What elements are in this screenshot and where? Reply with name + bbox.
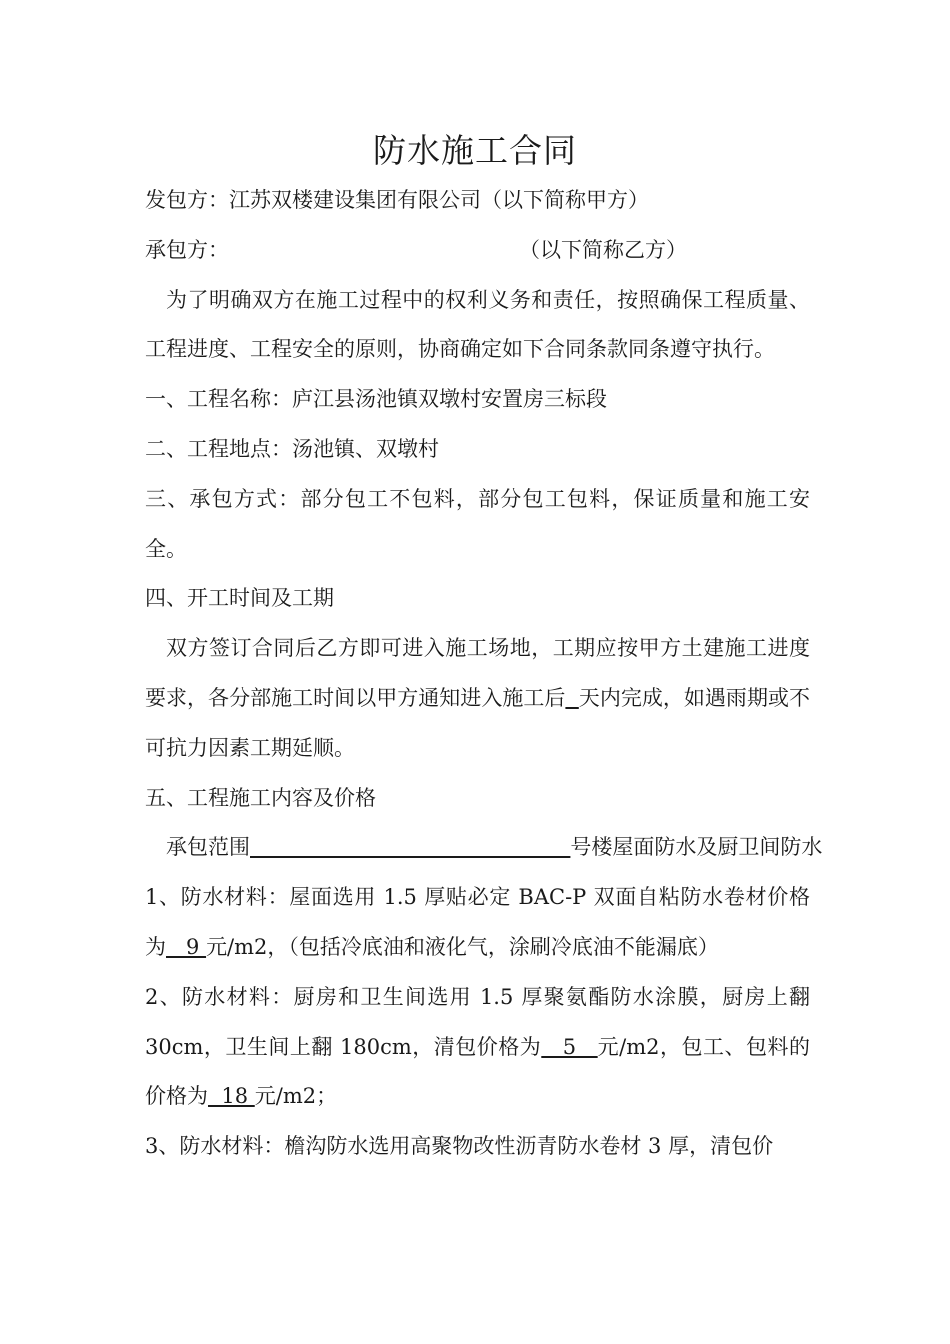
party-a-line: 发包方：江苏双楼建设集团有限公司（以下简称甲方） bbox=[145, 188, 649, 212]
scope-blank bbox=[250, 835, 570, 859]
item-2-price: 5 bbox=[541, 1034, 598, 1059]
item-2-price-2: 18 bbox=[208, 1084, 255, 1109]
clause-project-name: 一、工程名称：庐江县汤池镇双墩村安置房三标段 bbox=[145, 387, 607, 412]
party-b-suffix: （以下简称乙方） bbox=[519, 237, 687, 262]
clause-project-location: 二、工程地点：汤池镇、双墩村 bbox=[145, 436, 439, 461]
party-b-label: 承包方： bbox=[145, 237, 229, 262]
item-1-text-b: 元/m2，（包括冷底油和液化气，涂刷冷底油不能漏底） bbox=[206, 934, 719, 959]
schedule-text-b: 天内完成，如遇雨期或不可抗力因素工期延顺。 bbox=[145, 685, 810, 760]
clause-schedule-text bbox=[145, 624, 810, 773]
document-body bbox=[145, 176, 823, 1172]
item-3: 3、防水材料：檐沟防水选用高聚物改性沥青防水卷材 3 厚，清包价 bbox=[145, 1134, 774, 1159]
days-blank bbox=[565, 686, 578, 710]
clause-contract-method: 三、承包方式：部分包工不包料，部分包工包料，保证质量和施工安全。 bbox=[145, 486, 810, 561]
item-2-text-a: 2、防水材料：厨房和卫生间选用 1.5 厚聚氨酯防水涂膜，厨房上翻 30cm，卫生间上翻 180cm，清包价格为 bbox=[145, 984, 810, 1059]
scope-label: 承包范围 bbox=[166, 835, 250, 860]
item-2-text-c: 元/m2； bbox=[254, 1084, 338, 1109]
item-1-price: 9 bbox=[166, 934, 207, 959]
item-2-text-b: 元/m2，包工、包料的价格为 bbox=[145, 1034, 810, 1109]
party-b-line bbox=[145, 226, 810, 276]
item-1 bbox=[145, 873, 810, 973]
intro-paragraph: 为了明确双方在施工过程中的权利义务和责任，按照确保工程质量、工程进度、工程安全的原则，协商确定如下合同条款同条遵守执行。 bbox=[145, 287, 810, 362]
clause-content-heading: 五、工程施工内容及价格 bbox=[145, 785, 376, 810]
document-title: 防水施工合同 bbox=[373, 131, 577, 170]
schedule-text-a: 双方签订合同后乙方即可进入施工场地，工期应按甲方土建施工进度要求，各分部施工时间以甲方通知进入施工后 bbox=[145, 636, 810, 710]
scope-line bbox=[145, 823, 823, 873]
item-1-text-a: 1、防水材料：屋面选用 1.5 厚贴必定 BAC-P 双面自粘防水卷材价格为 bbox=[145, 885, 810, 959]
scope-suffix: 号楼屋面防水及厨卫间防水 bbox=[570, 835, 823, 860]
item-2 bbox=[145, 973, 810, 1122]
clause-schedule-heading: 四、开工时间及工期 bbox=[145, 586, 334, 611]
